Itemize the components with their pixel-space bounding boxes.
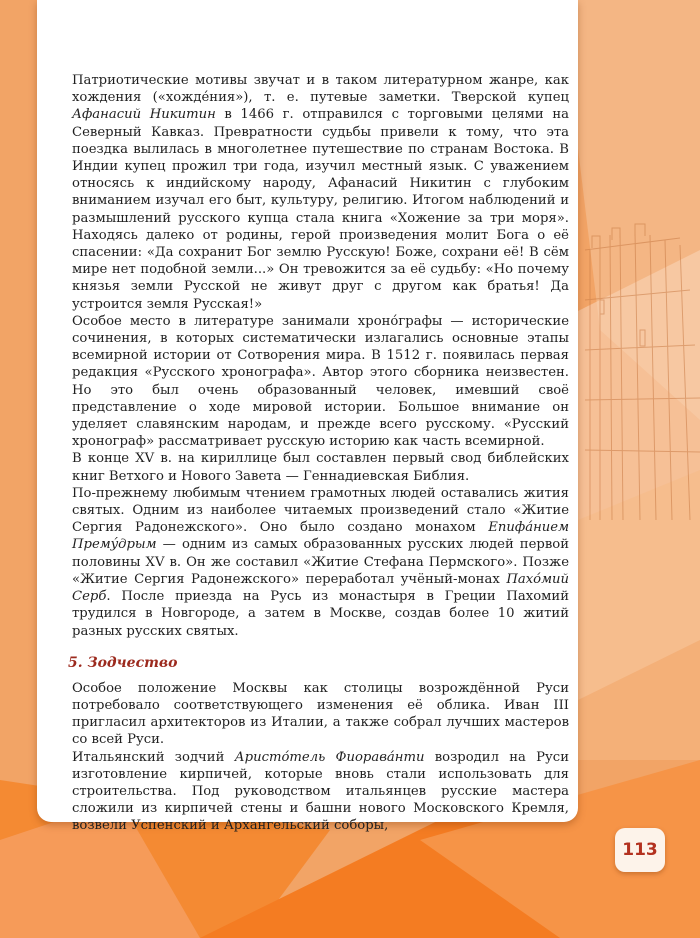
- page-number: 113: [615, 828, 665, 872]
- person-name: Епифа́нием Премýдрым: [72, 520, 569, 553]
- paragraph-travel-literature: [72, 72, 569, 313]
- paragraph-text: — одним из самых образованных русских людей первой половины XV в. Он же составил «Житие Стефана Пермского». Позже «Житие Сергия Радонежского» переработал учёный-монах: [72, 537, 569, 587]
- paragraph-lives-of-saints: [72, 485, 569, 640]
- section-heading: 5. Зодчество: [68, 654, 178, 671]
- paragraph-moscow: Особое положение Москвы как столицы возрождённой Руси потребовало соответствующего изменения её облика. Иван III пригласил архитекторов из Италии, а также собрал лучших мастеров со всей Руси.: [72, 680, 569, 748]
- paragraph-bible: В конце XV в. на кириллице был составлен первый свод библейских книг Ветхого и Нового Завета — Геннадиевская Библия.: [72, 451, 569, 484]
- person-name: Афанасий Никитин: [72, 107, 216, 123]
- paragraph-text: в 1466 г. отправился с торговыми целями на Северный Кавказ. Превратности судьбы привели к тому, что эта поездка вылилась в многолетнее путешествие по странам Востока. В Индии купец прожил три года, изучил местный язык. С уважением относясь к индийскому народу, Афанасий Никитин с глубоким вниманием изучал его быт, культуру, религию. Итогом наблюдений и размышлений русского купца стала книга «Хожение за три моря». Находясь далеко от родины, герой произведения молит Бога о её спасении: «Да сохранит Бог землю Русскую! Боже, сохрани её! В сём мире нет подобной земли...» Он тревожится за её судьбу: «Но почему князья земли Русской не живут друг с другом как братья! Да устроится земля Русская!»: [72, 107, 569, 312]
- paragraph-fioravanti: [72, 749, 569, 835]
- paragraph-text: По-прежнему любимым чтением грамотных людей оставались жития святых. Одним из наиболее читаемых произведений стало «Житие Сергия Радонежского». Оно было создано монахом: [72, 485, 569, 536]
- person-name: Аристо́тель Фиорава́нти: [234, 749, 425, 765]
- paragraph-chronographs: Особое место в литературе занимали хроно́графы — исторические сочинения, в которых систематически излагались основные этапы всемирной истории от Сотворения мира. В 1512 г. появилась первая редакция «Русского хронографа». Автор этого сборника неизвестен. Но это был очень образованный человек, имевший своё представление о ходе мировой истории. Большое внимание он уделяет славянским народам, и прежде всего русскому. «Русский хронограф» рассматривает русскую историю как часть всемирной.: [72, 313, 569, 450]
- paragraph-text: возродил на Руси изготовление кирпичей, которые вновь стали использовать для строительства. Под руководством итальянцев русские мастера сложили из кирпичей стены и башни нового Московского Кремля, возвели Успенский и Архангельский соборы,: [72, 749, 569, 834]
- paragraph-text: Итальянский зодчий: [72, 749, 235, 765]
- paragraph-text: Патриотические мотивы звучат и в таком литературном жанре, как хождения («хожде́ния»), т. е. путевые заметки. Тверской купец: [72, 73, 569, 106]
- page-text: [68, 72, 569, 835]
- person-name: Пахо́мий Серб: [72, 571, 569, 605]
- paragraph-text: . После приезда на Русь из монастыря в Греции Пахомий трудился в Новгороде, а затем в Москве, создав более 10 житий разных русских святых.: [72, 589, 569, 639]
